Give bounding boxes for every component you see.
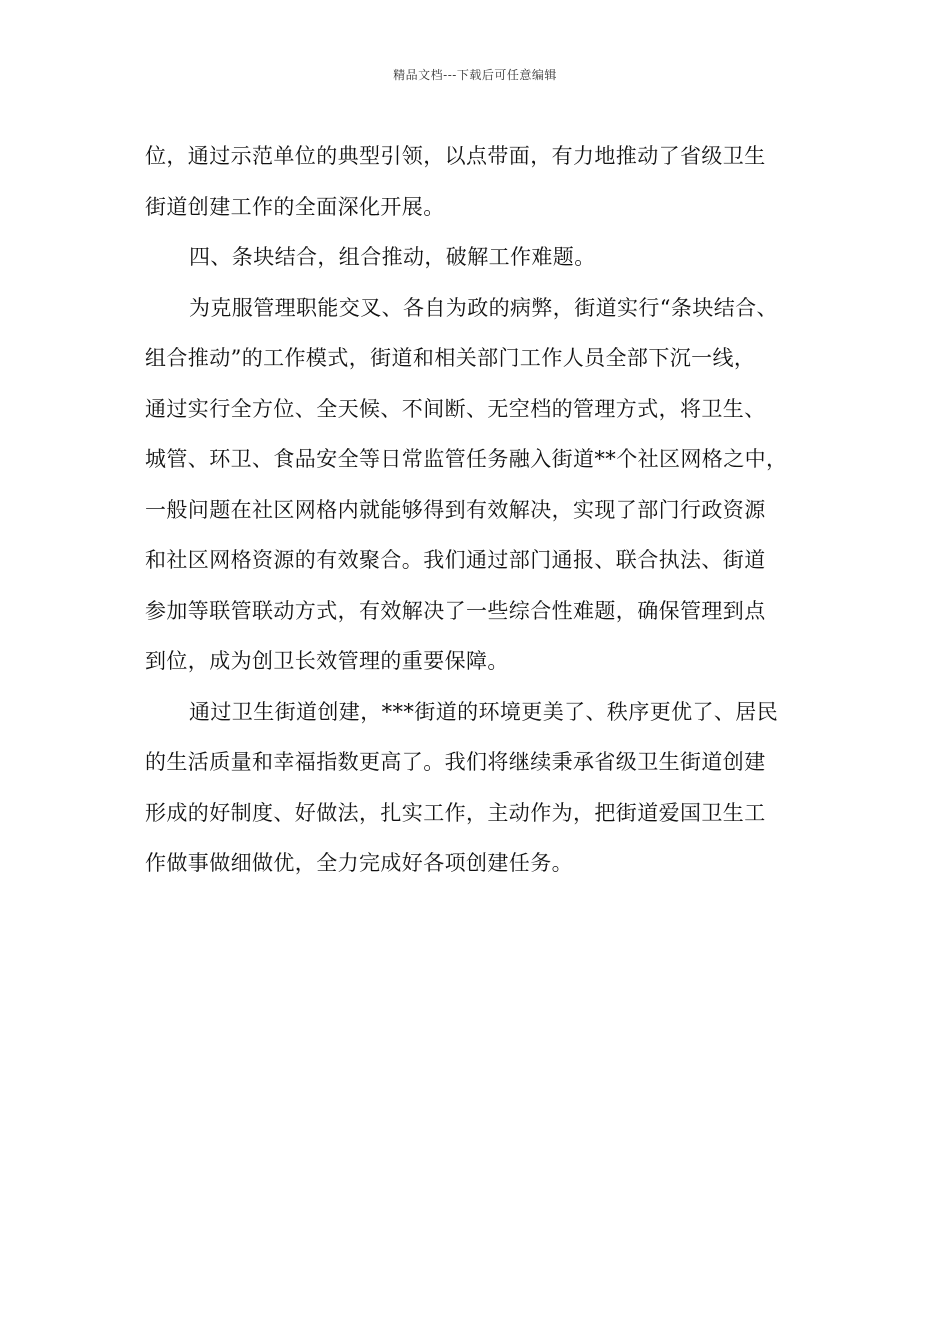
text-line: 一般问题在社区网格内就能够得到有效解决，实现了部门行政资源 [145, 497, 766, 522]
text-line: 参加等联管联动方式，有效解决了一些综合性难题，确保管理到点 [145, 598, 766, 623]
text-line: 街道创建工作的全面深化开展。 [145, 194, 445, 219]
text-line: 通过实行全方位、全天候、不间断、无空档的管理方式，将卫生、 [145, 396, 766, 421]
section-heading: 四、条块结合，组合推动，破解工作难题。 [189, 245, 596, 269]
text-line: 为克服管理职能交叉、各自为政的病弊，街道实行“条块结合、 [189, 295, 778, 320]
text-line: 组合推动”的工作模式，街道和相关部门工作人员全部下沉一线， [145, 346, 756, 370]
text-line: 通过卫生街道创建，***街道的环境更美了、秩序更优了、居民 [189, 699, 779, 724]
text-line: 和社区网格资源的有效聚合。我们通过部门通报、联合执法、街道 [145, 548, 766, 572]
text-line: 城管、环卫、食品安全等日常监管任务融入街道**个社区网格之中， [145, 447, 788, 471]
text-line: 位，通过示范单位的典型引领，以点带面，有力地推动了省级卫生 [145, 144, 766, 168]
page-header: 精品文档---下载后可任意编辑 [393, 68, 557, 82]
text-line: 作做事做细做优，全力完成好各项创建任务。 [145, 851, 573, 875]
text-line: 到位，成为创卫长效管理的重要保障。 [145, 649, 509, 673]
text-line: 的生活质量和幸福指数更高了。我们将继续秉承省级卫生街道创建 [145, 750, 766, 774]
text-line: 形成的好制度、好做法，扎实工作，主动作为，把街道爱国卫生工 [145, 800, 766, 825]
document-body [145, 131, 835, 889]
